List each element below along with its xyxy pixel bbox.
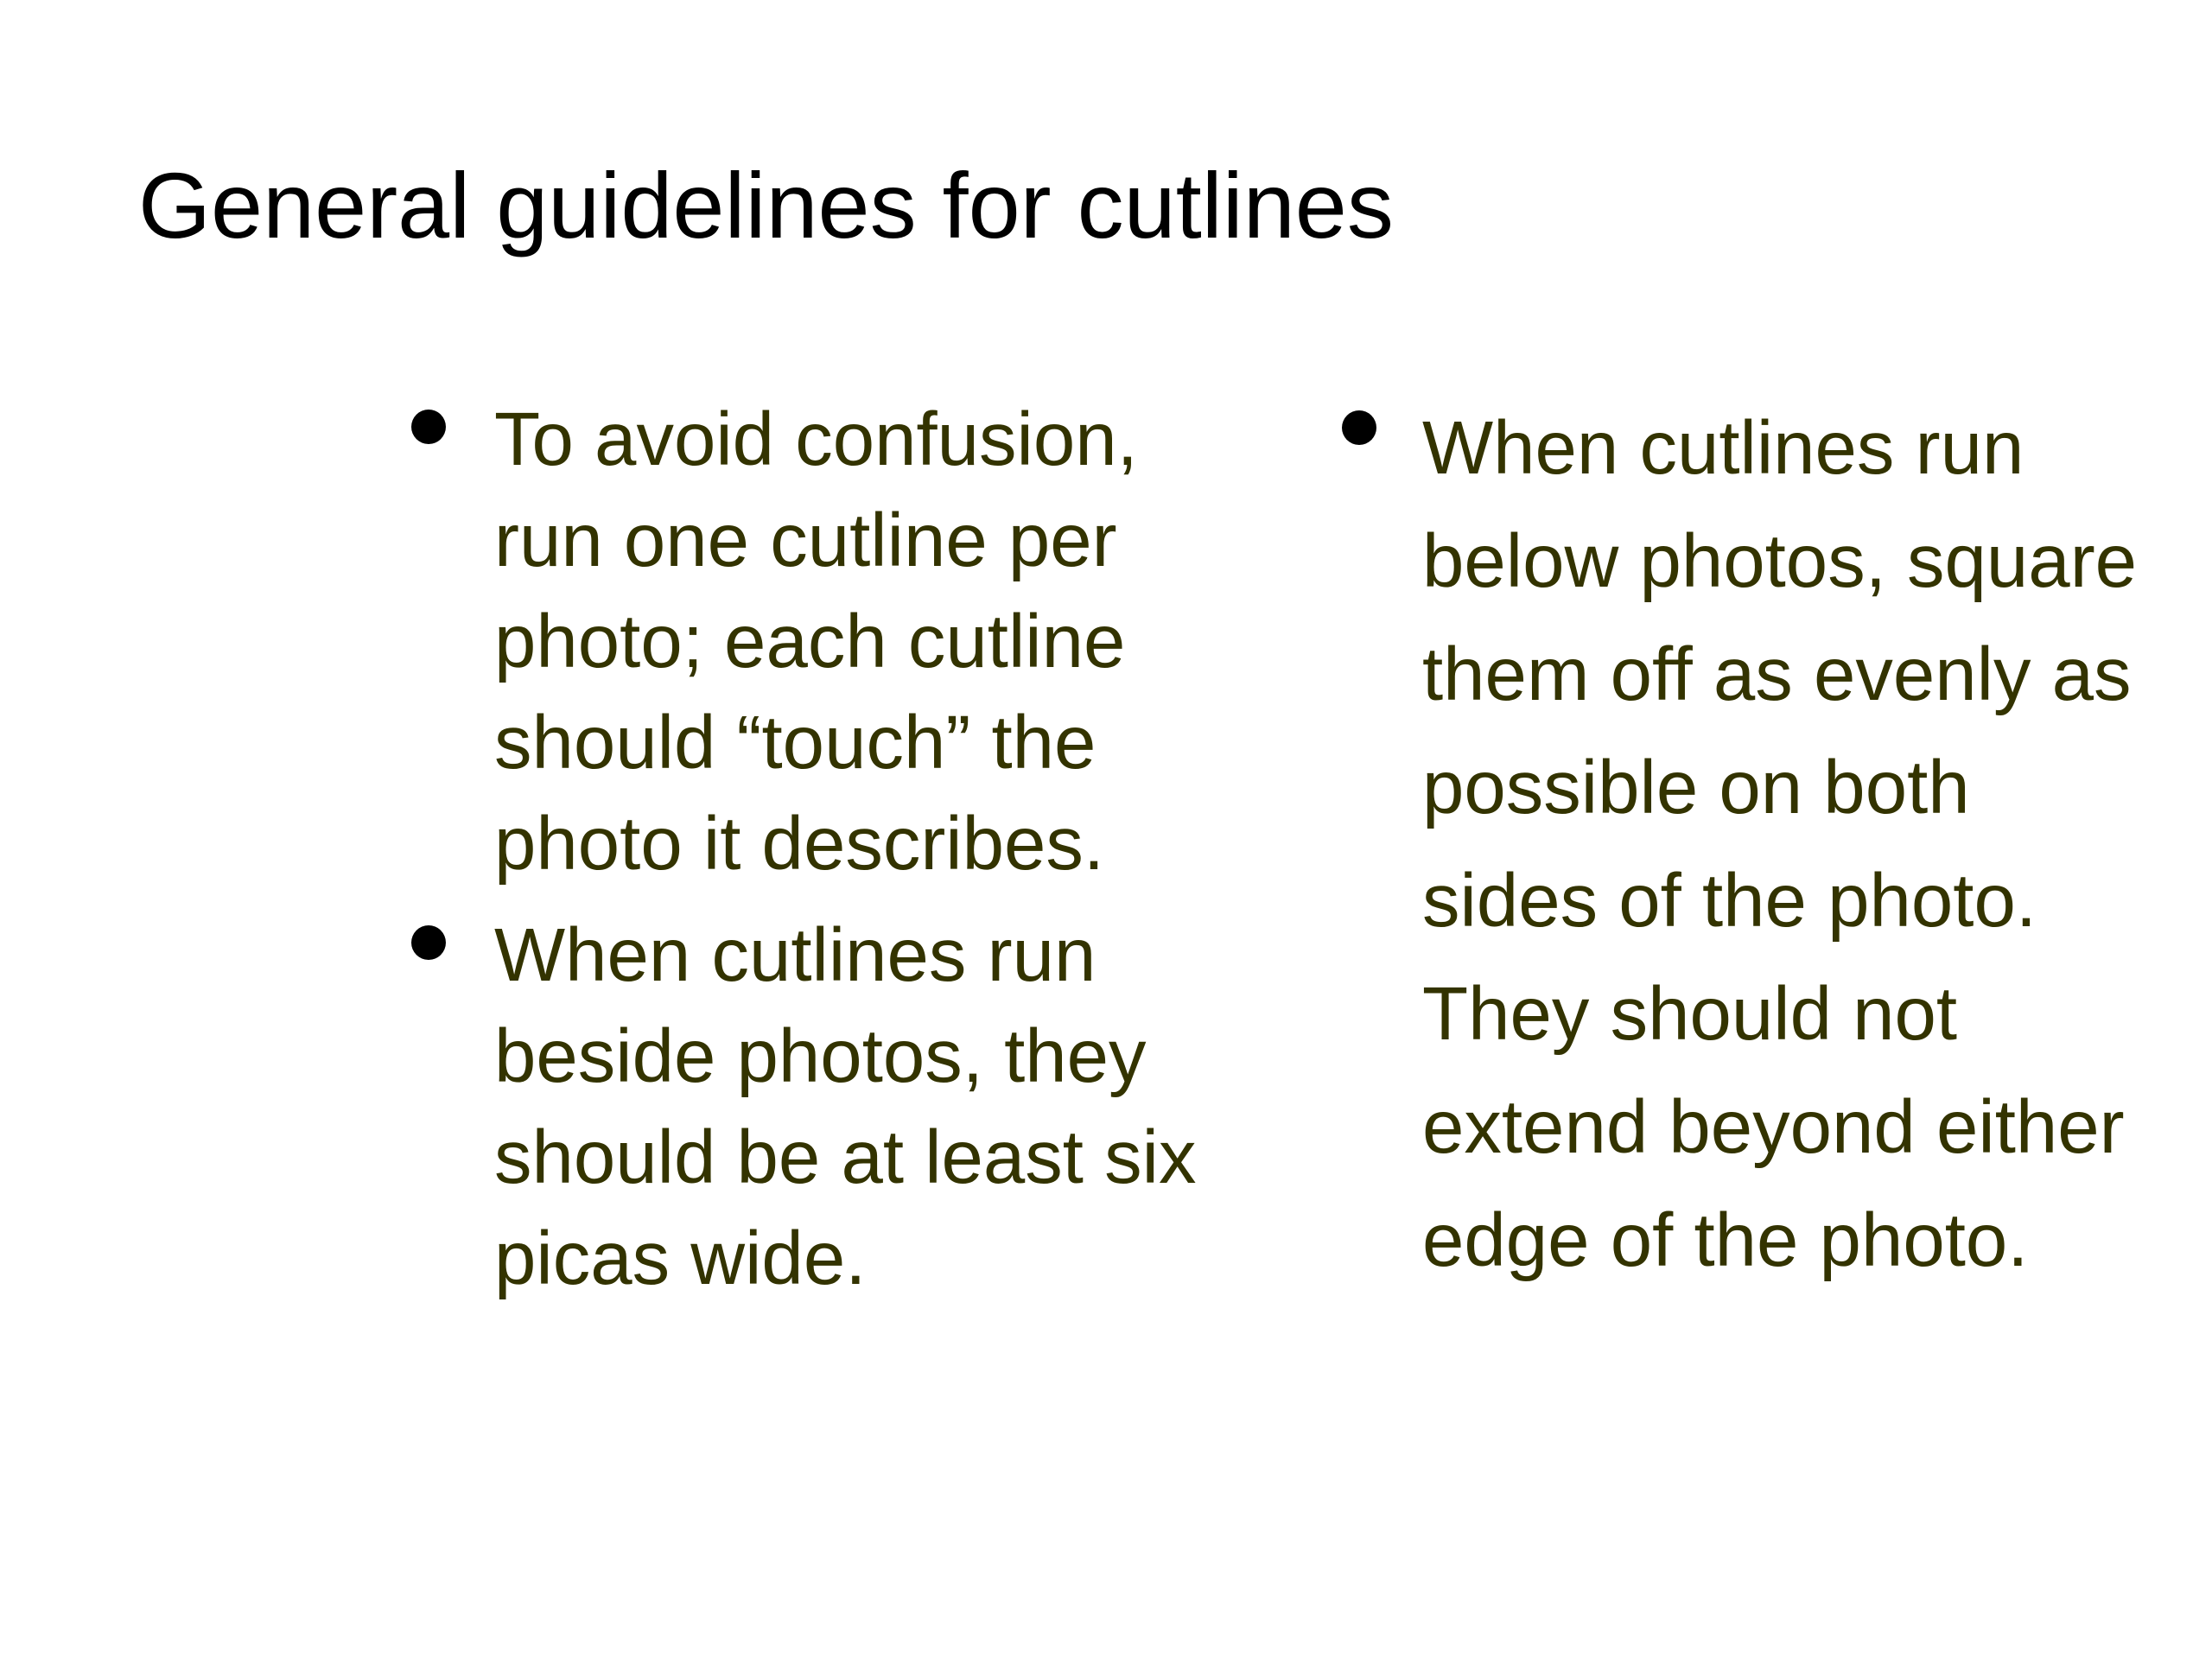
bullet-text: When cutlines run below photos, square them off as evenly as possible on both sides of the photo. They should not extend beyond either edge of the photo. (1422, 406, 2138, 1282)
bullet-item (494, 905, 1272, 1309)
bullet-item (494, 389, 1272, 894)
bullet-icon (411, 410, 446, 444)
bullet-item (1422, 391, 2200, 1297)
bullet-icon (1342, 410, 1376, 445)
bullet-text: To avoid confusion, run one cutline per photo; each cutline should “touch” the photo it describes. (494, 397, 1138, 886)
bullet-text: When cutlines run beside photos, they should be at least six picas wide. (494, 913, 1197, 1300)
bullet-icon (411, 925, 446, 960)
slide-title: General guidelines for cutlines (138, 153, 1394, 257)
right-bullet-list (1422, 391, 2200, 1307)
left-bullet-list (494, 389, 1272, 1319)
